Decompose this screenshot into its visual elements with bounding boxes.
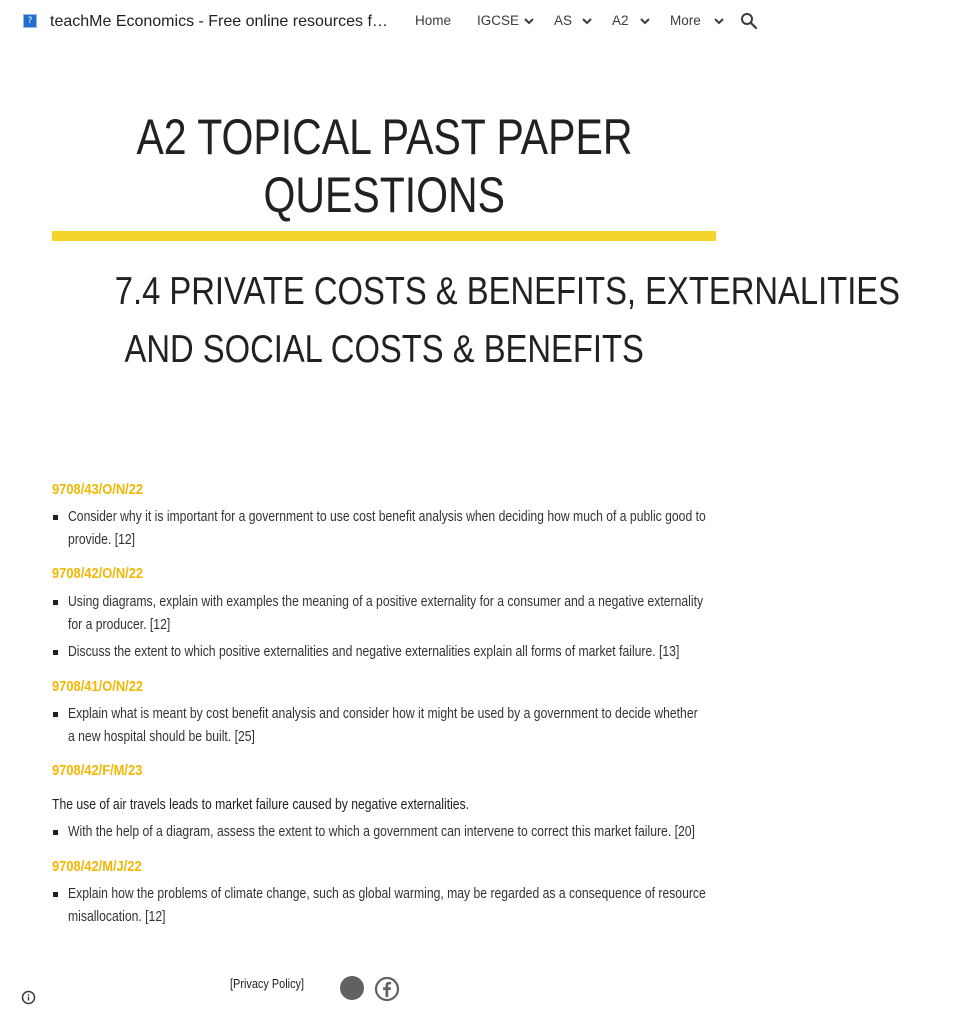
chevron-down-icon[interactable] xyxy=(522,14,536,28)
page-subtitle xyxy=(40,263,900,379)
privacy-policy-link[interactable]: [Privacy Policy] xyxy=(230,976,305,991)
nav-item-home[interactable]: Home xyxy=(415,13,452,28)
paper-code: 9708/42/O/N/22 xyxy=(52,565,144,582)
info-icon[interactable] xyxy=(21,990,36,1005)
nav-item-more[interactable]: More xyxy=(670,13,701,28)
question-item: With the help of a diagram, assess the extent to which a government can intervene to correct this market failure. [20] xyxy=(68,824,695,840)
title-underline-divider xyxy=(52,231,716,241)
page-title xyxy=(52,108,716,224)
site-title[interactable]: teachMe Economics - Free online resources f… xyxy=(50,13,388,30)
question-item: Discuss the extent to which positive externalities and negative externalities explain all forms of market failure. [13] xyxy=(68,644,680,660)
search-icon[interactable] xyxy=(740,12,758,30)
top-navigation-bar xyxy=(0,0,768,44)
chevron-down-icon[interactable] xyxy=(638,14,652,28)
chevron-down-icon[interactable] xyxy=(712,14,726,28)
page-title-line-2: QUESTIONS xyxy=(263,167,505,223)
facebook-icon[interactable] xyxy=(374,976,400,1002)
nav-item-as[interactable]: AS xyxy=(554,13,573,28)
site-logo-icon[interactable]: ? xyxy=(23,14,37,28)
bullet-marker xyxy=(53,712,58,717)
question-item: Explain what is meant by cost benefit analysis and consider how it might be used by a government to decide whether a new hospital should be built. [25] xyxy=(68,706,698,745)
page-title-line-1: A2 TOPICAL PAST PAPER xyxy=(135,109,632,165)
question-intro: The use of air travels leads to market failure caused by negative externalities. xyxy=(52,797,470,813)
page-subtitle-line-2: AND SOCIAL COSTS & BENEFITS xyxy=(124,328,644,371)
bullet-marker xyxy=(53,830,58,835)
paper-code: 9708/41/O/N/22 xyxy=(52,678,144,695)
question-item: Explain how the problems of climate change, such as global warming, may be regarded as a consequence of resource misallocation. [12] xyxy=(68,886,706,925)
paper-code: 9708/42/F/M/23 xyxy=(52,762,143,779)
bullet-marker xyxy=(53,600,58,605)
paper-code: 9708/43/O/N/22 xyxy=(52,481,144,498)
bullet-marker xyxy=(53,892,58,897)
paper-code: 9708/42/M/J/22 xyxy=(52,858,142,875)
social-icon[interactable] xyxy=(340,976,364,1000)
bullet-marker xyxy=(53,650,58,655)
chevron-down-icon[interactable] xyxy=(580,14,594,28)
page-subtitle-line-1: 7.4 PRIVATE COSTS & BENEFITS, EXTERNALITIES xyxy=(114,270,900,313)
nav-item-igcse[interactable]: IGCSE xyxy=(477,13,520,28)
question-item: Using diagrams, explain with examples the meaning of a positive externality for a consumer and a negative externality for a producer. [12] xyxy=(68,594,704,633)
nav-item-a2[interactable]: A2 xyxy=(612,13,629,28)
bullet-marker xyxy=(53,515,58,520)
question-item: Consider why it is important for a government to use cost benefit analysis when deciding how much of a public good to provide. [12] xyxy=(68,509,706,548)
